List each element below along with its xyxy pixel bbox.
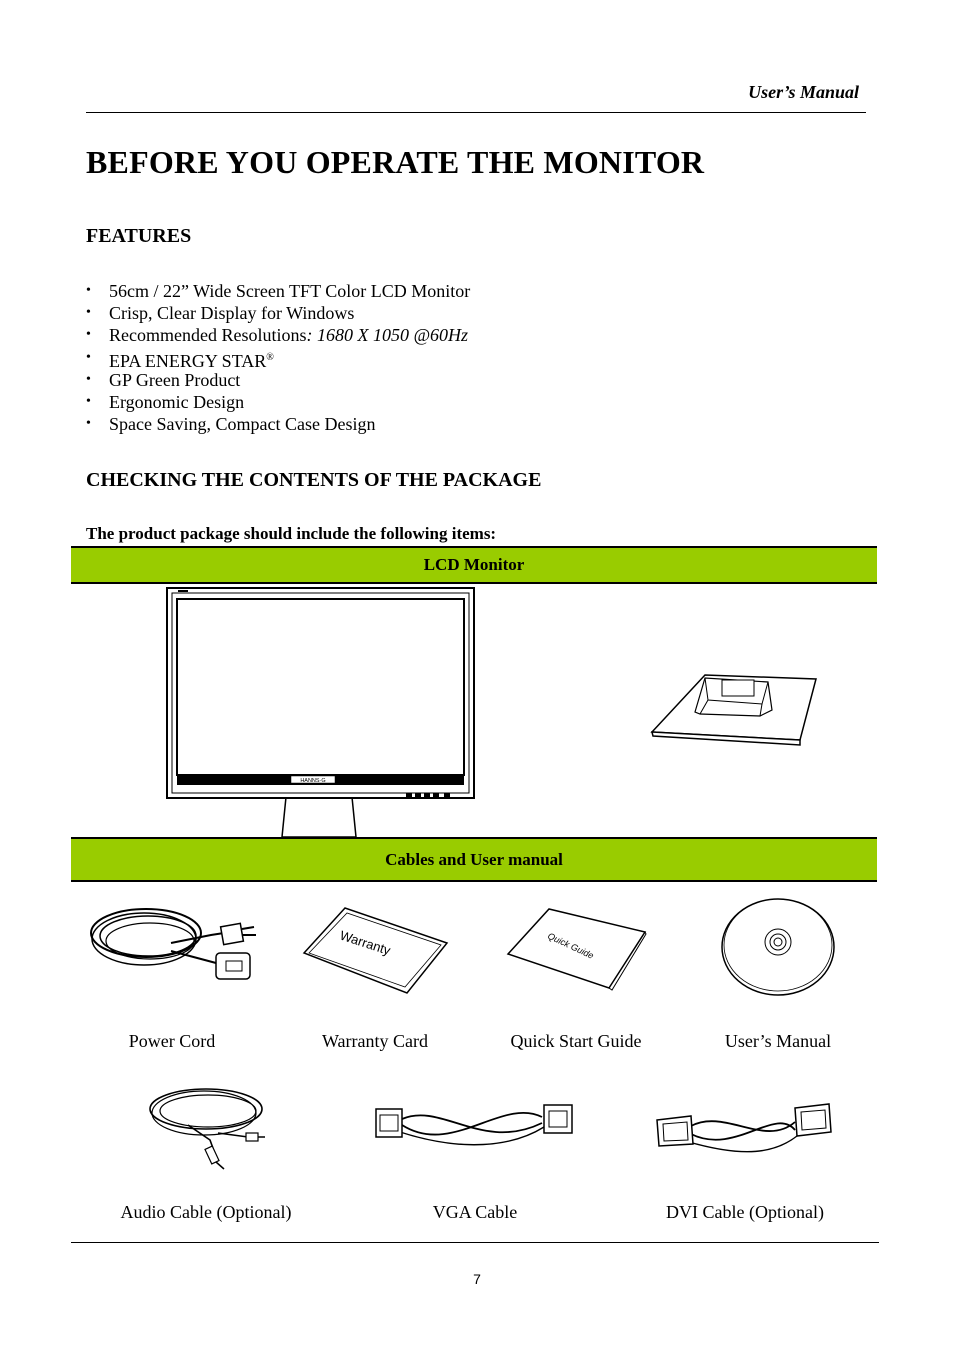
feature-item [86,369,470,391]
bullet-icon: • [86,371,91,387]
vga-cable-label: VGA Cable [432,1202,518,1222]
feature-item [86,280,470,302]
dvi-cable-illustration [655,1098,832,1160]
users-manual-label: User’s Manual [724,1031,832,1051]
feature-text: Space Saving, Compact Case Design [109,414,376,435]
bullet-icon: • [86,327,91,343]
feature-item [86,391,470,413]
feature-text: EPA ENERGY STAR [109,350,267,371]
bullet-icon: • [86,283,91,298]
bullet-icon: • [86,305,91,321]
audio-cable-illustration [148,1085,266,1170]
features-heading: FEATURES [86,225,192,247]
feature-text: 56cm / 22” Wide Screen TFT Color LCD Monitor [109,281,471,301]
feature-item [86,324,470,346]
feature-text: Crisp, Clear Display for Windows [109,303,355,324]
bottom-rule [71,1242,879,1243]
running-header: User’s Manual [748,82,859,102]
stand-base-illustration [650,670,820,748]
resolution-value: : 1680 X 1050 @60Hz [306,325,469,346]
cd-illustration [720,898,838,998]
package-heading: CHECKING THE CONTENTS OF THE PACKAGE [86,469,542,491]
warranty-card-illustration [303,905,448,995]
page-title: BEFORE YOU OPERATE THE MONITOR [86,144,705,180]
power-cord-label: Power Cord [128,1031,216,1051]
quick-guide-illustration [507,908,647,990]
feature-item [86,413,470,435]
warranty-card-label: Warranty Card [321,1031,428,1051]
feature-item [86,347,470,369]
quick-start-guide-label: Quick Start Guide [510,1031,642,1051]
registered-mark: ® [266,351,274,363]
package-intro: The product package should include the following items: [86,524,497,543]
feature-text: GP Green Product [109,369,241,390]
monitor-logo: HANNS·G [300,778,326,784]
bullet-icon: • [86,416,91,432]
feature-text: Recommended Resolutions [109,325,307,346]
warranty-card-text: Warranty [338,927,393,958]
band-title: LCD Monitor [423,555,525,574]
features-list [86,280,470,435]
lcd-monitor-illustration [166,587,476,837]
band-title: Cables and User manual [385,850,563,869]
lcd-monitor-band [71,546,877,584]
audio-cable-label: Audio Cable (Optional) [120,1202,292,1222]
power-cord-illustration [86,903,261,993]
dvi-cable-label: DVI Cable (Optional) [666,1202,824,1222]
feature-text: Ergonomic Design [109,391,245,412]
feature-item [86,302,470,324]
vga-cable-illustration [372,1097,580,1159]
header-rule [86,112,866,113]
bullet-icon: • [86,393,91,409]
quick-guide-text: Quick Guide [546,930,596,961]
page-number: 7 [473,1271,481,1287]
cables-band [71,837,877,882]
bullet-icon: • [86,349,91,365]
